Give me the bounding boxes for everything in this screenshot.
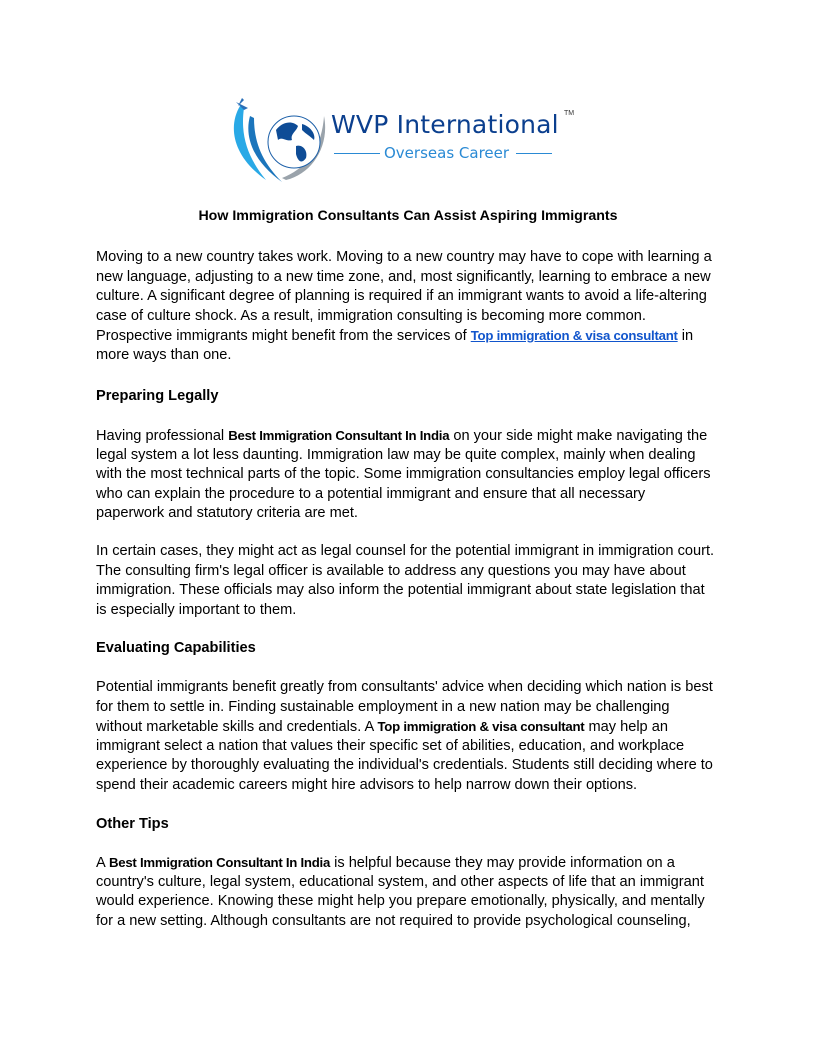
section2-paragraph: [96, 678, 722, 795]
text-line: more ways than one.: [96, 346, 232, 363]
text-line: new language, adjusting to a new time zone, and, most significantly, learning to embrace a new: [96, 268, 711, 285]
text-line: culture. A significant degree of planning is required if an immigrant wants to avoid a life-altering: [96, 288, 707, 304]
text-line: would experience. Knowing these might help you prepare emotionally, physically, and mentally: [96, 893, 705, 909]
text-fragment: without marketable skills and credentials. A: [96, 719, 378, 735]
text-fragment: A: [96, 855, 109, 871]
text-line: experience by thoroughly evaluating the individual's credentials. Students still deciding where to: [96, 757, 713, 773]
text-line: immigrant select a nation that values their specific set of abilities, education, and workplace: [96, 737, 685, 754]
brand-tagline: Overseas Career: [384, 144, 510, 162]
text-fragment: in: [677, 328, 694, 344]
text-line: The consulting firm's legal officer is available to address any questions you may have about: [96, 562, 686, 579]
text-line: In certain cases, they might act as legal counsel for the potential immigrant in immigration court.: [96, 543, 715, 559]
text-line: is especially important to them.: [96, 601, 297, 618]
section1-paragraph-2: [96, 542, 722, 620]
section-heading: Evaluating Capabilities: [96, 640, 256, 656]
text-fragment: on your side might make navigating the: [449, 428, 708, 444]
tagline-rule-left: [334, 153, 380, 154]
company-logo: [226, 96, 586, 188]
text-line: who can explain the procedure to a potential immigrant and ensure that all necessary: [96, 485, 646, 502]
text-line: [96, 853, 722, 873]
document-title: How Immigration Consultants Can Assist Aspiring Immigrants: [198, 208, 618, 224]
trademark-mark: TM: [564, 110, 575, 117]
bold-keyword: Best Immigration Consultant In India: [228, 428, 450, 443]
text-line: case of culture shock. As a result, immigration consulting is becoming more common.: [96, 307, 646, 324]
consultant-link[interactable]: Top immigration & visa consultant: [470, 328, 678, 343]
bold-keyword: Top immigration & visa consultant: [377, 719, 585, 734]
section-other-tips: [96, 814, 722, 834]
section-heading: Other Tips: [96, 816, 169, 832]
text-line: with the most technical parts of the topic. Some immigration consultancies employ legal officers: [96, 466, 711, 482]
text-fragment: Prospective immigrants might benefit from the services of: [96, 328, 471, 344]
intro-paragraph: [96, 248, 722, 365]
section-evaluating-capabilities: [96, 638, 722, 658]
tagline-rule-right: [516, 153, 552, 154]
brand-name: WVP International: [331, 110, 559, 139]
text-line: immigration. These officials may also inform the potential immigrant about state legislation that: [96, 582, 705, 598]
text-line: for a new setting. Although consultants are not required to provide psychological counseling,: [96, 912, 691, 929]
text-line: Moving to a new country takes work. Moving to a new country may have to cope with learning a: [96, 249, 712, 265]
text-fragment: Having professional: [96, 428, 229, 444]
text-fragment: may help an: [584, 719, 668, 735]
globe-airplane-icon: [226, 96, 336, 188]
text-line: [96, 426, 722, 446]
text-line: [96, 717, 722, 737]
text-line: Potential immigrants benefit greatly from consultants' advice when deciding which nation is best: [96, 679, 713, 695]
section1-paragraph-1: [96, 426, 722, 524]
bold-keyword: Best Immigration Consultant In India: [108, 855, 331, 870]
text-line: country's culture, legal system, educational system, and other aspects of life that an immigrant: [96, 873, 704, 890]
section-preparing-legally: [96, 386, 722, 406]
text-line: [96, 326, 722, 346]
section-heading: Preparing Legally: [96, 388, 219, 404]
section3-paragraph: [96, 853, 722, 931]
text-line: spend their academic careers might hire advisors to help narrow down their options.: [96, 776, 638, 793]
text-line: legal system a lot less daunting. Immigration law may be quite complex, mainly when dealing: [96, 446, 696, 463]
text-line: for them to settle in. Finding sustainable employment in a new nation may be challenging: [96, 698, 670, 715]
text-line: paperwork and statutory criteria are met.: [96, 505, 358, 521]
text-fragment: is helpful because they may provide information on a: [330, 855, 675, 871]
